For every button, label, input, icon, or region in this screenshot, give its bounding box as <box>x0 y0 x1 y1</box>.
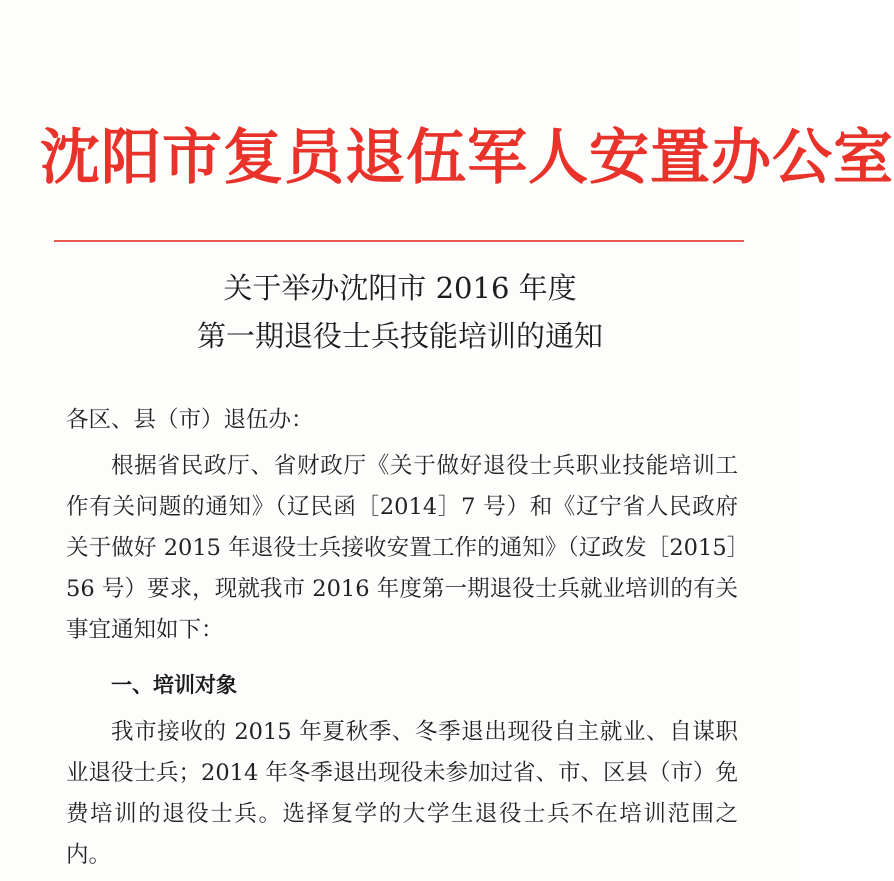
notice-title-line-1: 关于举办沈阳市 2016 年度 <box>223 271 577 305</box>
salutation: 各区、县（市）退伍办： <box>66 407 314 433</box>
letterhead-title: 沈阳市复员退伍军人安置办公室 <box>40 123 894 193</box>
paragraph-training-targets: 我市接收的 2015 年夏秋季、冬季退出现役自主就业、自谋职业退役士兵；2014 年冬季退出现役未参加过省、市、区县（市）免费培训的退役士兵。选择复学的大学生退役士兵不在培训范围之内。 <box>66 719 738 868</box>
notice-title-line-2: 第一期退役士兵技能培训的通知 <box>196 319 603 353</box>
section-heading-training-targets: 一、培训对象 <box>111 673 237 697</box>
letterhead-red-rule <box>54 240 744 242</box>
paragraph-intro: 根据省民政厅、省财政厅《关于做好退役士兵职业技能培训工作有关问题的通知》（辽民函［2014］7 号）和《辽宁省人民政府关于做好 2015 年退役士兵接收安置工作的通知》（辽政发［2015］56 号）要求，现就我市 2016 年度第一期退役士兵就业培训的有关事宜通知如下： <box>66 453 738 643</box>
